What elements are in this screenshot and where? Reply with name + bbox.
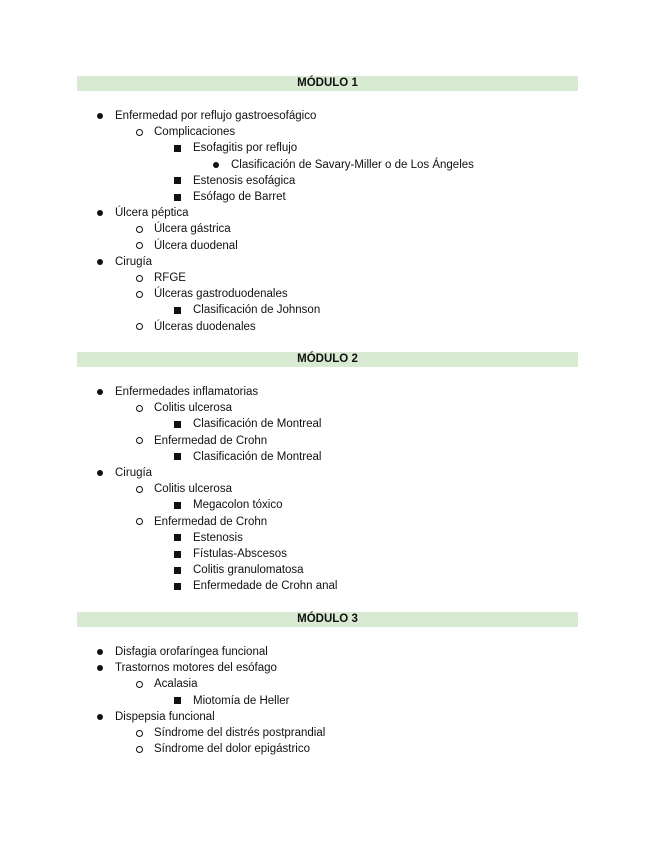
list-item: Esofagitis por reflujo: [193, 142, 298, 155]
list-item: Úlceras duodenales: [154, 320, 256, 333]
bullet-dot-icon: [213, 162, 219, 168]
bullet-dot-icon: [97, 665, 103, 671]
list-item: Fístulas-Abscesos: [193, 548, 287, 560]
bullet-dot-icon: [97, 210, 103, 216]
module-header: MÓDULO 3: [77, 612, 578, 627]
list-item: Clasificación de Montreal: [193, 450, 322, 463]
list-item: Colitis ulcerosa: [154, 483, 232, 496]
bullet-circle-icon: [136, 226, 143, 233]
bullet-circle-icon: [136, 746, 143, 753]
list-item: Úlcera gástrica: [154, 223, 231, 236]
bullet-dot-icon: [97, 649, 103, 655]
bullet-square-icon: [174, 307, 181, 314]
list-item: Megacolon tóxico: [193, 499, 283, 512]
list-item: Cirugía: [115, 255, 153, 268]
module-header: MÓDULO 1: [77, 76, 578, 91]
bullet-dot-icon: [97, 389, 103, 395]
bullet-square-icon: [174, 145, 181, 152]
list-item: Úlcera duodenal: [154, 239, 238, 252]
bullet-dot-icon: [97, 714, 103, 720]
list-item: Úlceras gastroduodenales: [154, 288, 288, 301]
bullet-circle-icon: [136, 437, 143, 444]
bullet-dot-icon: [97, 259, 103, 265]
list-item: Clasificación de Johnson: [193, 304, 321, 317]
bullet-square-icon: [174, 453, 181, 460]
list-item: Estenosis: [193, 531, 243, 544]
bullet-square-icon: [174, 551, 181, 558]
list-item: Enfermedad de Crohn: [154, 515, 268, 528]
bullet-circle-icon: [136, 518, 143, 525]
list-item: Colitis granulomatosa: [193, 564, 304, 577]
list-item: Trastornos motores del esófago: [115, 662, 277, 675]
list-item: Clasificación de Montreal: [193, 418, 322, 431]
list-item: Síndrome del distrés postprandial: [154, 727, 326, 739]
list-item: Disfagia orofaríngea funcional: [115, 646, 268, 658]
bullet-square-icon: [174, 583, 181, 590]
list-item: Esófago de Barret: [193, 191, 286, 203]
bullet-circle-icon: [136, 405, 143, 412]
bullet-circle-icon: [136, 681, 143, 688]
module-header: MÓDULO 2: [77, 352, 578, 367]
list-item: Complicaciones: [154, 126, 236, 139]
bullet-square-icon: [174, 177, 181, 184]
bullet-square-icon: [174, 534, 181, 541]
bullet-square-icon: [174, 567, 181, 574]
bullet-circle-icon: [136, 291, 143, 298]
list-item: Miotomía de Heller: [193, 694, 290, 707]
list-item: Úlcera péptica: [115, 207, 189, 220]
bullet-square-icon: [174, 697, 181, 704]
list-item: Estenosis esofágica: [193, 174, 296, 187]
list-item: Dispepsia funcional: [115, 710, 215, 723]
list-item: Colitis ulcerosa: [154, 402, 232, 415]
bullet-dot-icon: [97, 470, 103, 476]
bullet-dot-icon: [97, 113, 103, 119]
bullet-square-icon: [174, 502, 181, 509]
bullet-circle-icon: [136, 242, 143, 249]
list-item: Enfermedades inflamatorias: [115, 386, 259, 398]
list-item: Acalasia: [154, 678, 198, 691]
bullet-square-icon: [174, 194, 181, 201]
list-item: Clasificación de Savary-Miller o de Los Ángeles: [231, 158, 474, 171]
bullet-circle-icon: [136, 323, 143, 330]
list-item: Enfermedad por reflujo gastroesofágico: [115, 110, 317, 122]
bullet-square-icon: [174, 421, 181, 428]
bullet-circle-icon: [136, 275, 143, 282]
bullet-circle-icon: [136, 129, 143, 136]
bullet-circle-icon: [136, 730, 143, 737]
list-item: RFGE: [154, 272, 186, 284]
list-item: Síndrome del dolor epigástrico: [154, 743, 310, 756]
list-item: Enfermedade de Crohn anal: [193, 580, 338, 593]
list-item: Enfermedad de Crohn: [154, 434, 268, 447]
bullet-circle-icon: [136, 486, 143, 493]
list-item: Cirugía: [115, 467, 153, 479]
